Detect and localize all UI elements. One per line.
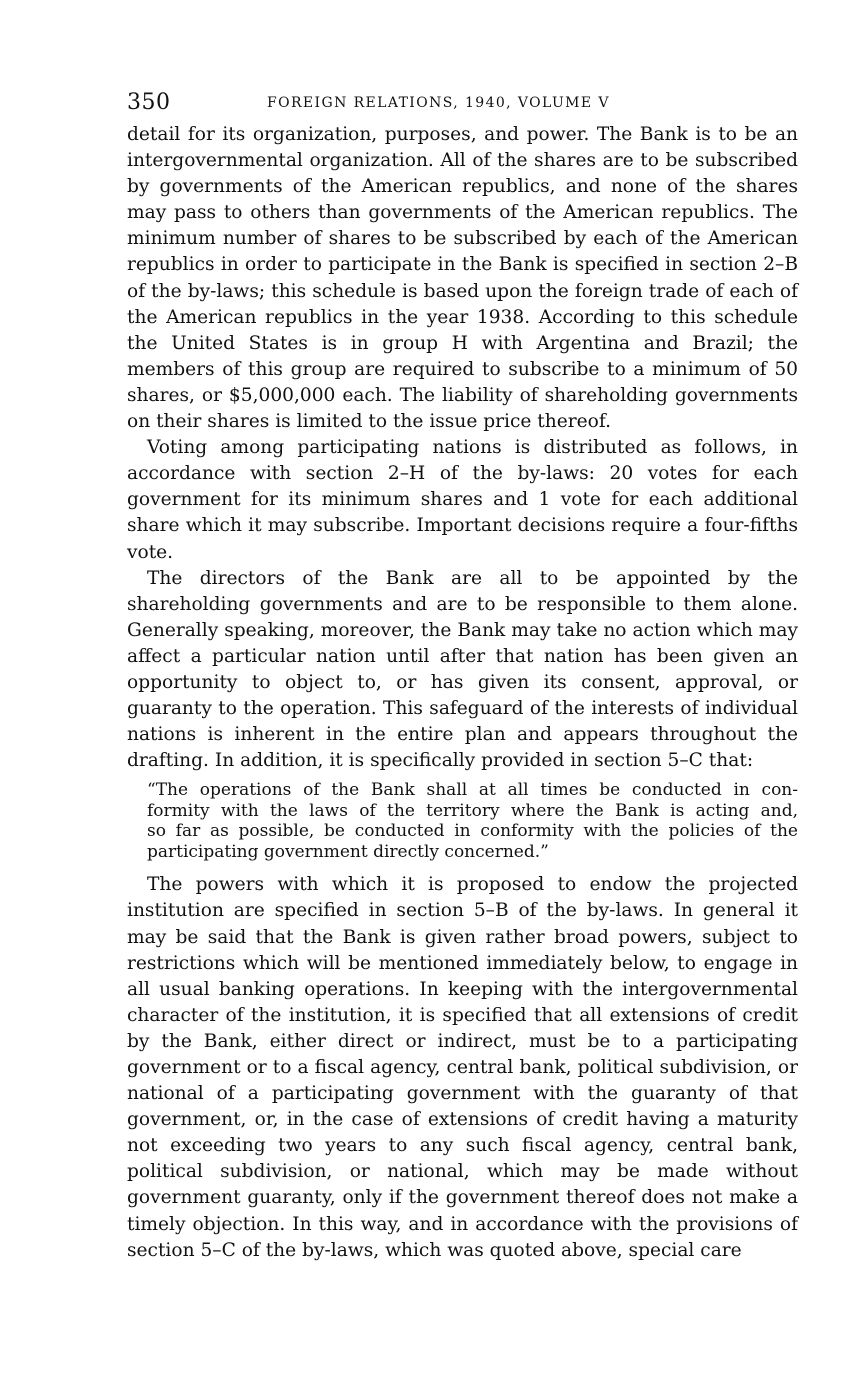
paragraph-voting: Voting among participating nations is distributed as follows, in accordance with section 2–H of the by-laws: 20 votes for each government for its minimum shares and 1 vote for each additional share which it may subscribe. Important decisions require a four-fifths vote.	[127, 437, 798, 563]
paragraph-organization: detail for its organization, purposes, and power. The Bank is to be an intergovernmental organization. All of the shares are to be subscribed by governments of the American republics, and none of the shares may pass to others than governments of the American republics. The minimum number of shares to be subscribed by each of the American republics in order to participate in the Bank is specified in section 2–B of the by-laws; this schedule is based upon the foreign trade of each of the American republics in the year 1938. According to this schedule the United States is in group H with Argentina and Brazil; the members of this group are required to subscribe to a minimum of 50 shares, or $5,000,000 each. The liability of shareholding governments on their shares is limited to the issue price thereof.	[127, 124, 798, 433]
quote-line: so far as possible, be conducted in conformity with the policies of the	[147, 821, 798, 842]
document-page	[127, 88, 798, 1264]
paragraph-directors: The directors of the Bank are all to be appointed by the shareholding governments and are to be responsible to them alone. Generally speaking, moreover, the Bank may take no action which may affect a particular nation until after that nation has been given an opportunity to object to, or has given its consent, approval, or guaranty to the operation. This safeguard of the interests of individual nations is inherent in the entire plan and appears throughout the drafting. In addition, it is specifically provided in section 5–C that:	[127, 567, 798, 772]
quote-line: “The operations of the Bank shall at all times be conducted in con-	[147, 780, 798, 801]
running-title: FOREIGN RELATIONS, 1940, VOLUME V	[267, 95, 610, 111]
block-quote	[127, 780, 798, 862]
quote-line: participating government directly concerned.”	[147, 841, 549, 862]
page-number: 350	[127, 90, 171, 115]
paragraph-powers: The powers with which it is proposed to endow the projected institution are specified in section 5–B of the by-laws. In general it may be said that the Bank is given rather broad powers, subject to restrictions which will be mentioned immediately below, to engage in all usual banking operations. In keeping with the intergovernmental character of the institution, it is specified that all extensions of credit by the Bank, either direct or indirect, must be to a participating government or to a fiscal agency, central bank, political subdivision, or national of a participating government with the guaranty of that government, or, in the case of extensions of credit having a maturity not exceeding two years to any such fiscal agency, central bank, political subdivision, or national, which may be made without government guaranty, only if the government thereof does not make a timely objection. In this way, and in accordance with the provisions of section 5–C of the by-laws, which was quoted above, special care	[127, 874, 798, 1261]
running-header	[127, 88, 798, 122]
quote-line: formity with the laws of the territory where the Bank is acting and,	[147, 800, 798, 821]
